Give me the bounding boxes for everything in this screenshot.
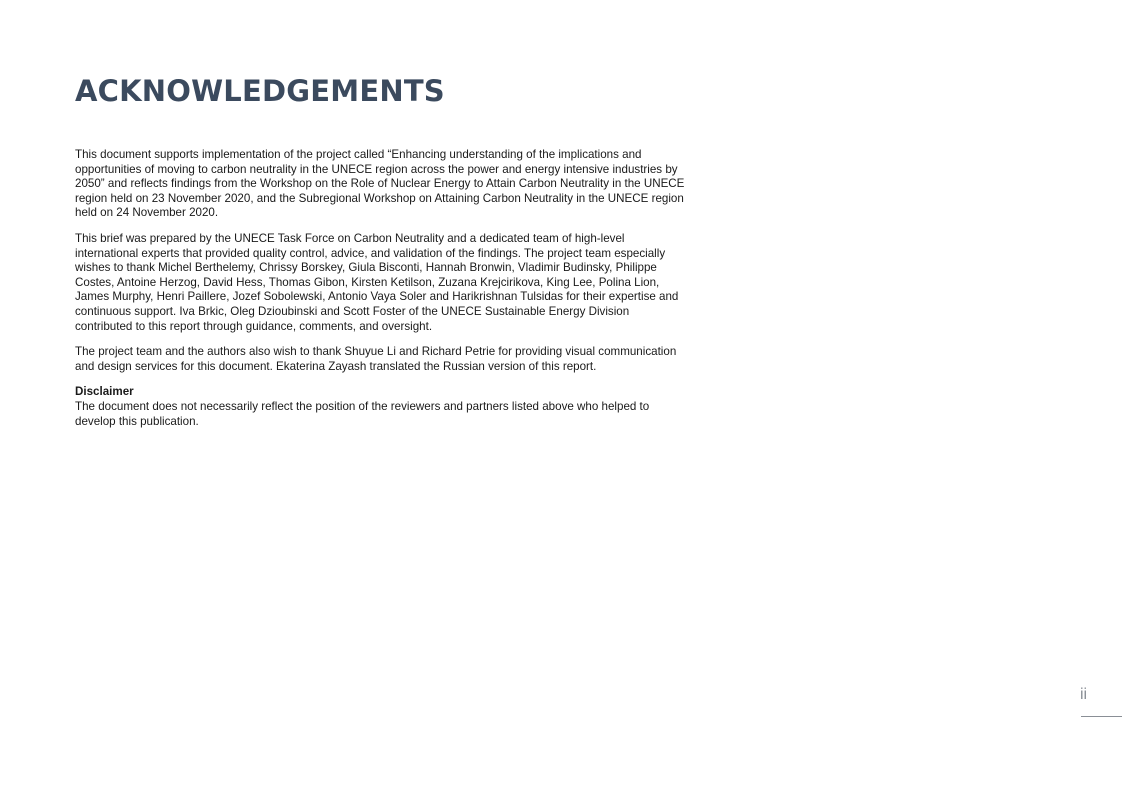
disclaimer-title: Disclaimer bbox=[75, 385, 134, 399]
acknowledgements-body bbox=[75, 148, 687, 440]
page-number-rule bbox=[1081, 716, 1122, 717]
disclaimer-text: The document does not necessarily reflect the position of the reviewers and partners listed above who helped to develop this publication. bbox=[75, 399, 650, 428]
paragraph-contributors: This brief was prepared by the UNECE Task Force on Carbon Neutrality and a dedicated team of high-level international experts that provided quality control, advice, and validation of the findings. The project team especially wishes to thank Michel Berthelemy, Chrissy Borskey, Giula Bisconti, Hannah Bronwin, Vladimir Budinsky, Philippe Costes, Antoine Herzog, David Hess, Thomas Gibon, Kirsten Ketilson, Zuzana Krejcirikova, King Lee, Polina Lion, James Murphy, Henri Paillere, Jozef Sobolewski, Antonio Vaya Soler and Harikrishnan Tulsidas for their expertise and continuous support. Iva Brkic, Oleg Dzioubinski and Scott Foster of the UNECE Sustainable Energy Division contributed to this report through guidance, comments, and oversight. bbox=[75, 231, 679, 333]
paragraph-design-thanks: The project team and the authors also wish to thank Shuyue Li and Richard Petrie for providing visual communication and design services for this document. Ekaterina Zayash translated the Russian version of this report. bbox=[75, 345, 677, 373]
disclaimer-section bbox=[75, 385, 687, 429]
paragraph-project: This document supports implementation of the project called “Enhancing understanding of the implications and opportunities of moving to carbon neutrality in the UNECE region across the power and energy intensive industries by 2050” and reflects findings from the Workshop on the Role of Nuclear Energy to Attain Carbon Neutrality in the UNECE region held on 23 November 2020, and the Subregional Workshop on Attaining Carbon Neutrality in the UNECE region held on 24 November 2020. bbox=[75, 148, 685, 220]
page-title: ACKNOWLEDGEMENTS bbox=[75, 74, 445, 108]
page-number: ii bbox=[1080, 686, 1088, 703]
